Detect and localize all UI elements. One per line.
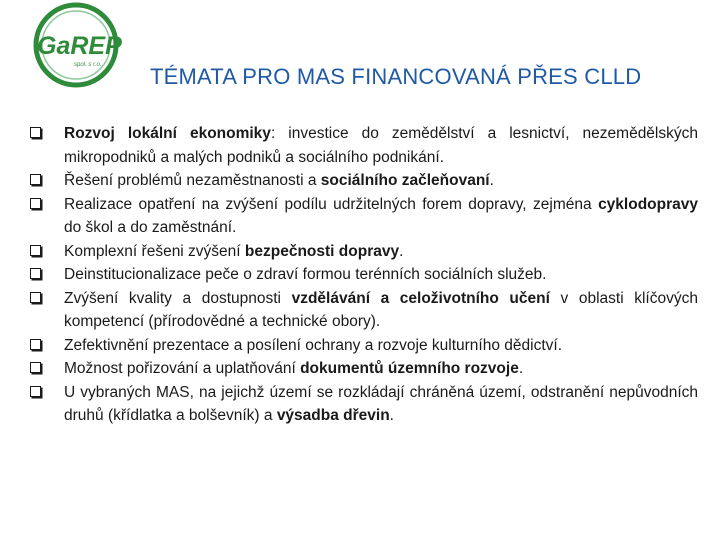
garep-logo [22, 2, 130, 88]
topic-item [30, 357, 698, 381]
garep-logo-graphic [22, 2, 130, 88]
topic-text: Komplexní řešeni zvýšení [64, 242, 245, 260]
topic-text: Deinstitucionalizace peče o zdraví formou terénních sociálních služeb. [64, 266, 547, 283]
topic-item [30, 122, 698, 169]
checkbox-bullet-icon [30, 386, 41, 397]
topic-item [30, 263, 698, 287]
topic-text: Zvýšení kvality a dostupnosti [64, 289, 292, 307]
topic-text: U vybraných MAS, na jejichž území se rozkládají chráněná území, odstranění nepůvodních druhů (křídlatka a bolševník) a [64, 383, 698, 424]
topic-text: Řešení problémů nezaměstnanosti a [64, 172, 321, 189]
topic-item [30, 334, 698, 358]
topic-text: Zefektivnění prezentace a posílení ochrany a rozvoje kulturního dědictví. [64, 336, 563, 354]
checkbox-bullet-icon [30, 245, 41, 256]
checkbox-bullet-icon [30, 127, 41, 138]
topic-text: . [389, 407, 394, 424]
topic-text: v oblasti klíčových kompetencí (přírodovědné a technické obory). [64, 289, 698, 330]
checkbox-bullet-icon [30, 174, 41, 185]
topic-text: do škol a do zaměstnání. [64, 219, 237, 236]
topic-item [30, 240, 698, 264]
slide-title: TÉMATA PRO MAS FINANCOVANÁ PŘES CLLD [150, 64, 642, 89]
topic-text-bold: bezpečnosti dopravy [244, 242, 400, 260]
topic-text-bold: cyklodopravy [598, 195, 698, 213]
topic-list [30, 122, 698, 428]
topic-text-bold: dokumentů územního rozvoje [300, 360, 519, 377]
topic-text: . [489, 172, 494, 189]
topic-text-bold: Rozvoj lokální ekonomiky [64, 125, 271, 142]
checkbox-bullet-icon [30, 362, 41, 373]
checkbox-bullet-icon [30, 198, 41, 209]
topic-text: . [518, 360, 524, 377]
topic-item [30, 381, 698, 428]
checkbox-bullet-icon [30, 292, 41, 303]
topic-text: Možnost pořizování a uplatňování [64, 360, 301, 377]
checkbox-bullet-icon [30, 339, 41, 350]
topic-text-bold: vzdělávání a celoživotního učení [291, 289, 550, 307]
topic-item [30, 169, 698, 193]
topic-text: : investice do zemědělství a lesnictví, nezemědělských mikropodniků a malých podniků a sociálního podnikání. [64, 125, 698, 166]
topic-item [30, 287, 698, 334]
svg-text:spol. s r.o.: spol. s r.o. [74, 62, 102, 68]
topic-text: . [399, 242, 404, 260]
topic-text-bold: výsadba dřevin [276, 407, 390, 424]
topic-item [30, 193, 698, 240]
topic-text-bold: sociálního začleňovaní [320, 172, 490, 189]
checkbox-bullet-icon [30, 268, 41, 279]
topic-text: Realizace opatření na zvýšení podílu udržitelných forem dopravy, zejména [64, 195, 599, 213]
svg-text:GaREP: GaREP [37, 32, 122, 60]
